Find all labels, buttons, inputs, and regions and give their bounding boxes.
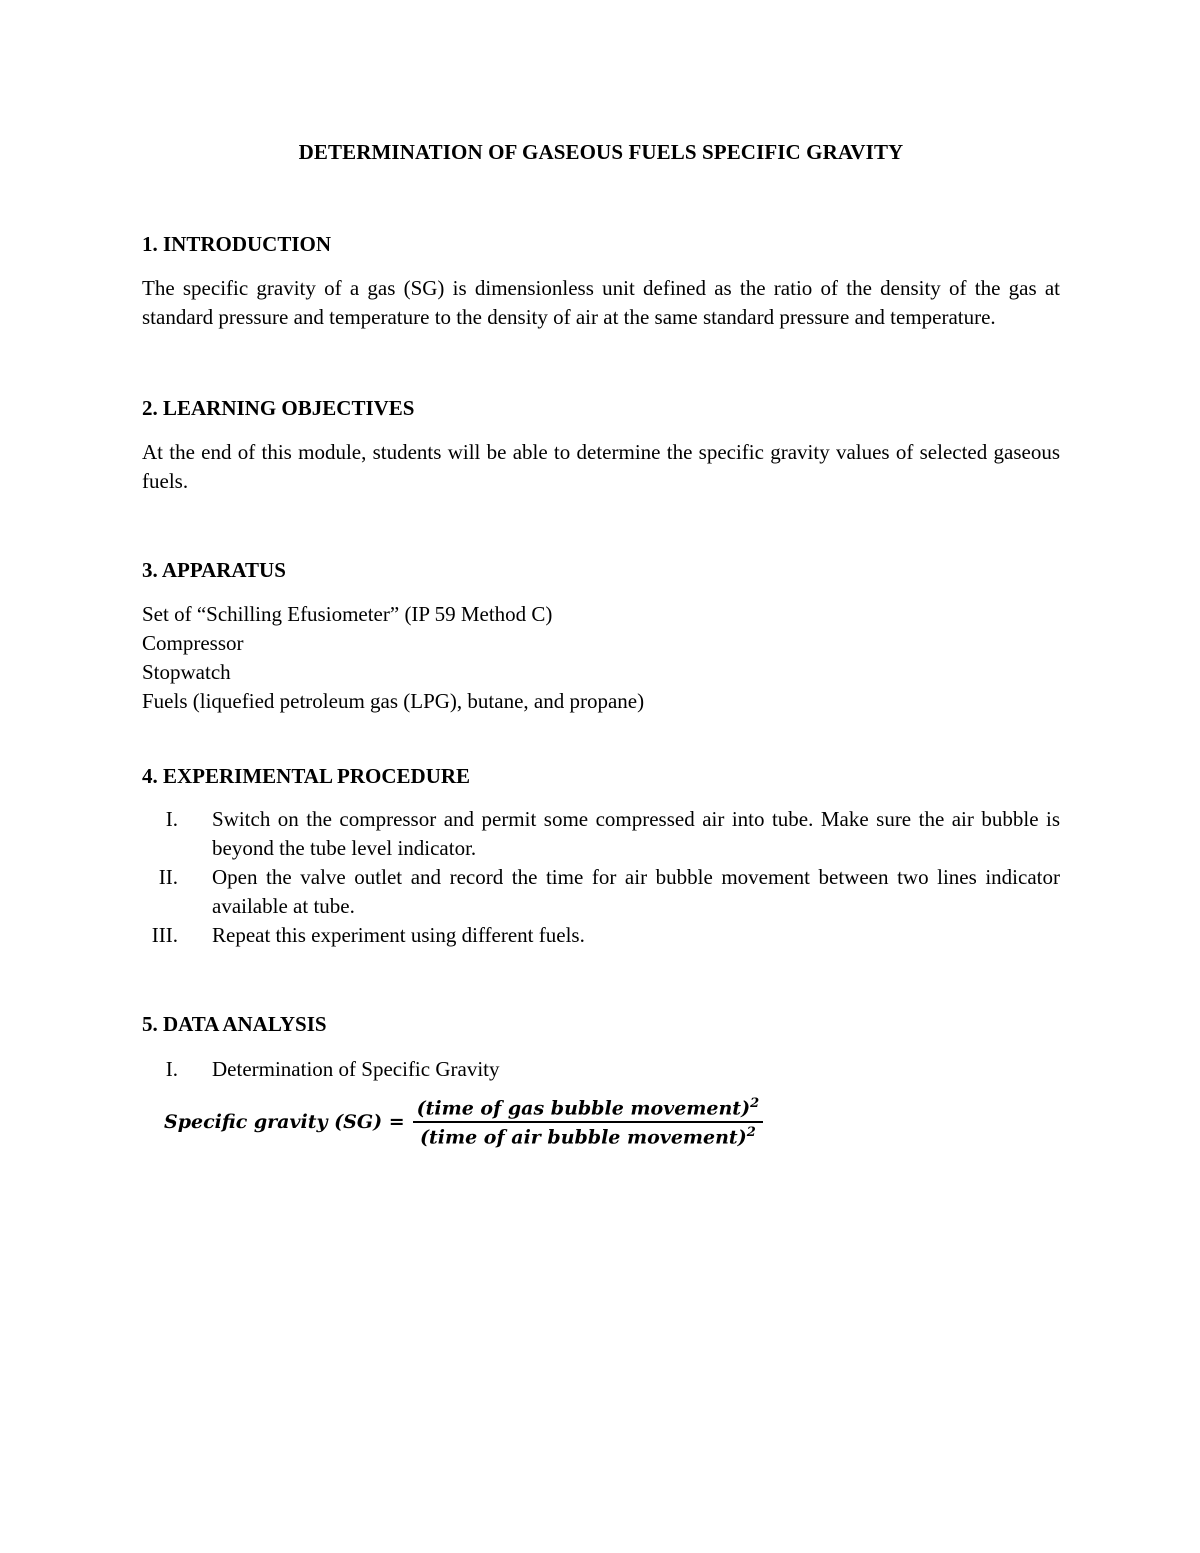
step-text: Determination of Specific Gravity (212, 1057, 500, 1081)
analysis-step (142, 1055, 1060, 1084)
specific-gravity-formula (164, 1096, 1060, 1149)
apparatus-item: Fuels (liquefied petroleum gas (LPG), butane, and propane) (142, 689, 645, 713)
numerator-exponent: 2 (750, 1096, 760, 1111)
procedure-step (142, 921, 1060, 950)
procedure-steps (142, 805, 1060, 950)
objectives-heading: 2. LEARNING OBJECTIVES (142, 396, 415, 420)
document-page (142, 140, 1060, 1149)
introduction-text: The specific gravity of a gas (SG) is dimensionless unit defined as the ratio of the density of the gas at standard pressure and temperature to the density of air at the same standard pressure and temperature. (142, 276, 1060, 329)
formula-numerator: (time of gas bubble movement)$^2$ (413, 1096, 763, 1123)
document-title: DETERMINATION OF GASEOUS FUELS SPECIFIC GRAVITY (298, 140, 904, 164)
step-number: II. (158, 865, 178, 889)
procedure-step (142, 863, 1060, 921)
step-text: Repeat this experiment using different fuels. (212, 923, 585, 947)
step-number: I. (165, 1057, 178, 1081)
step-text: Switch on the compressor and permit some compressed air into tube. Make sure the air bubble is beyond the tube level indicator. (212, 807, 1060, 860)
procedure-step (142, 805, 1060, 863)
objectives-text: At the end of this module, students will be able to determine the specific gravity values of selected gaseous fuels. (142, 440, 1060, 493)
formula-lhs: Specific gravity (SG) = (164, 1111, 405, 1134)
introduction-heading: 1. INTRODUCTION (142, 232, 332, 256)
apparatus-list (142, 600, 1060, 716)
apparatus-heading: 3. APPARATUS (142, 558, 286, 582)
formula-denominator: (time of air bubble movement)$^2$ (420, 1125, 756, 1149)
formula-fraction (413, 1096, 763, 1149)
step-number: I. (165, 807, 178, 831)
apparatus-item: Compressor (142, 631, 244, 655)
step-text: Open the valve outlet and record the time for air bubble movement between two lines indicator available at tube. (212, 865, 1060, 918)
denominator-exponent: 2 (746, 1125, 756, 1141)
apparatus-item: Set of “Schilling Efusiometer” (IP 59 Method C) (142, 602, 553, 626)
step-number: III. (151, 923, 178, 947)
analysis-steps (142, 1055, 1060, 1084)
analysis-heading: 5. DATA ANALYSIS (142, 1012, 327, 1036)
apparatus-item: Stopwatch (142, 660, 231, 684)
procedure-heading: 4. EXPERIMENTAL PROCEDURE (142, 764, 471, 788)
